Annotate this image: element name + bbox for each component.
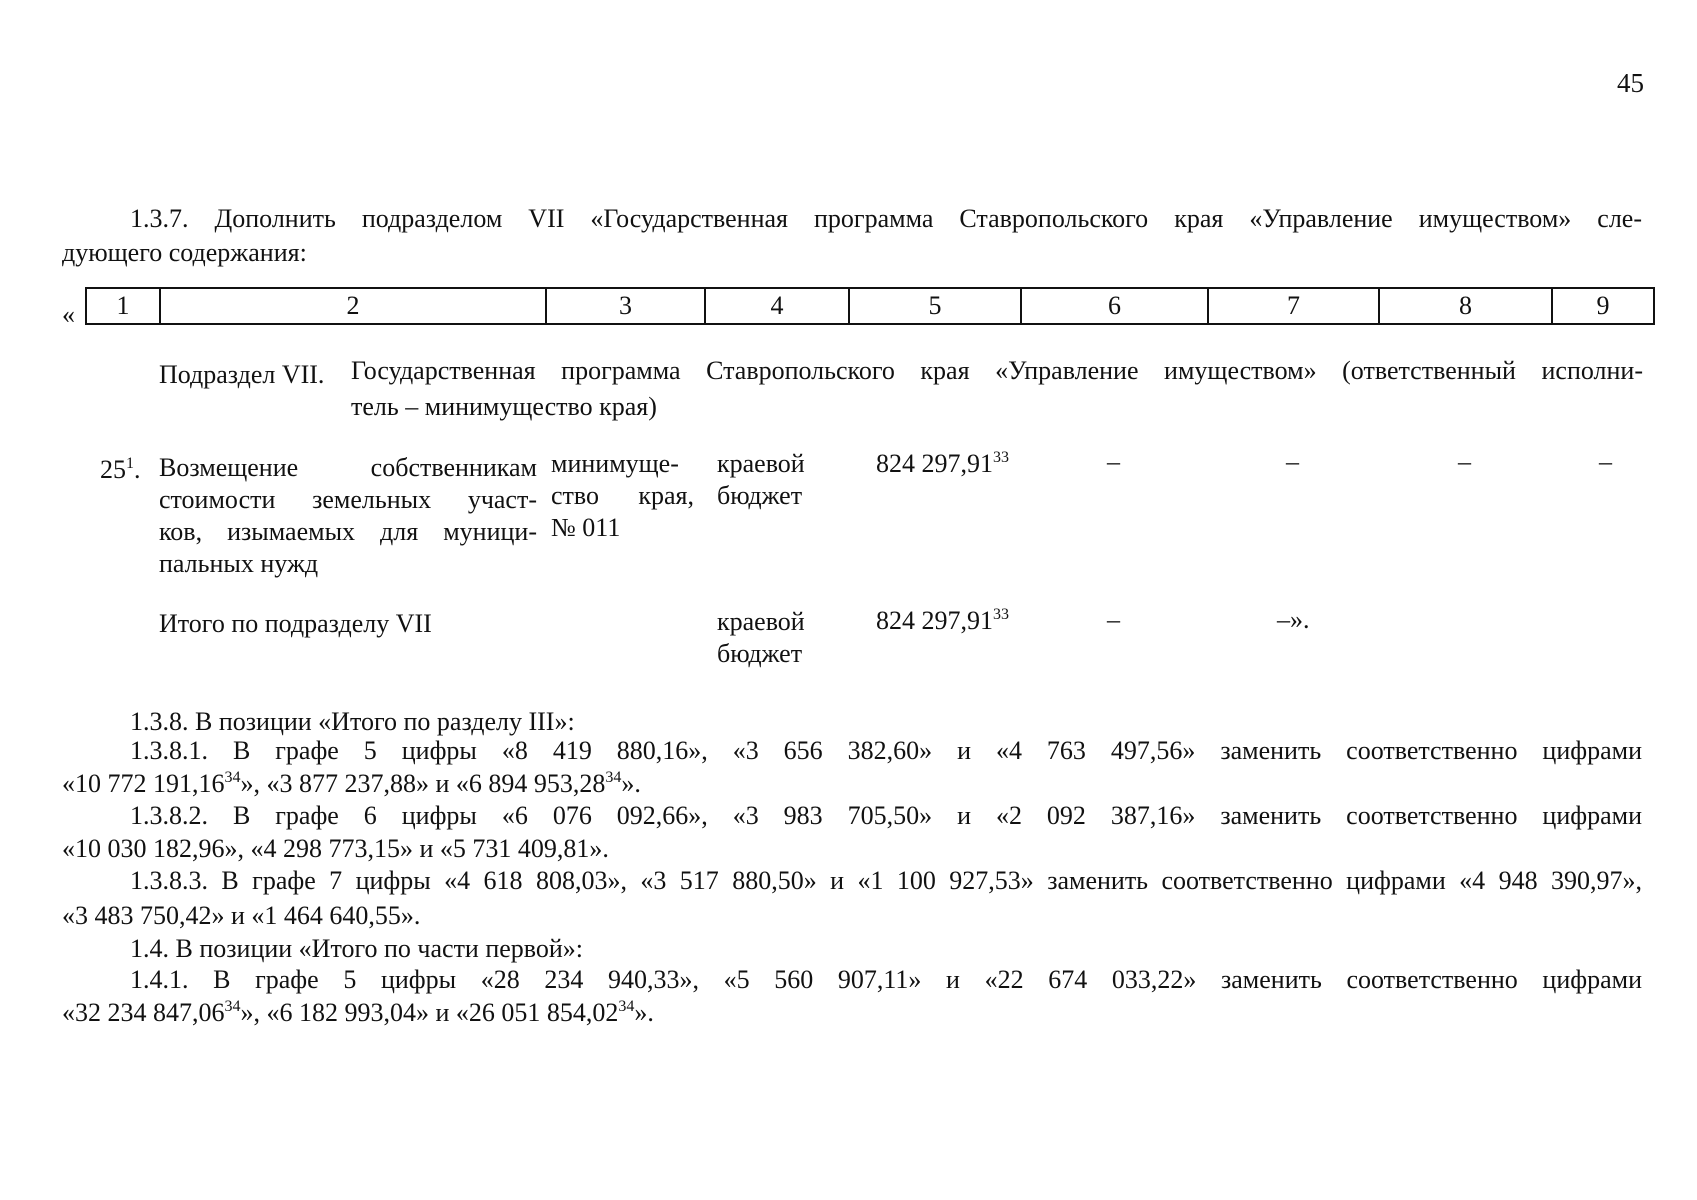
row-number-sup: 1 bbox=[126, 455, 134, 472]
total-col7-dash: –». bbox=[1277, 605, 1310, 634]
column-header-4: 4 bbox=[705, 288, 849, 324]
table-open-quote: « bbox=[62, 300, 75, 329]
row-source-line-2: бюджет bbox=[717, 481, 803, 510]
total-label: Итого по подразделу VII bbox=[159, 609, 432, 638]
amendment-1-3-8-1-value-c: ». bbox=[621, 769, 641, 798]
intro-line-1: 1.3.7. Дополнить подразделом VII «Государственная программа Ставропольского края «Управление имуществом» сле- bbox=[130, 204, 1642, 233]
amendment-1-3-8-2-line-1: 1.3.8.2. В графе 6 цифры «6 076 092,66», «3 983 705,50» и «2 092 387,16» заменить соответственно цифрами bbox=[130, 801, 1642, 830]
row-col9-dash: – bbox=[1599, 447, 1612, 476]
row-number-suffix: . bbox=[134, 455, 141, 484]
row-source-line-1: краевой bbox=[717, 449, 805, 478]
total-source-line-2: бюджет bbox=[717, 639, 803, 668]
row-name bbox=[159, 452, 537, 580]
subsection-prefix: Подраздел VII. bbox=[159, 360, 325, 389]
row-col5-value bbox=[876, 449, 1009, 479]
row-executor-line-3: № 011 bbox=[551, 513, 621, 542]
column-header-8: 8 bbox=[1379, 288, 1552, 324]
row-executor bbox=[551, 448, 694, 544]
amendment-1-3-8-1-footnote-2: 34 bbox=[605, 769, 622, 786]
row-executor-line-2: ство края, bbox=[551, 481, 694, 510]
row-name-line-4: пальных нужд bbox=[159, 549, 319, 578]
amendment-1-3-8-2-line-2: «10 030 182,96», «4 298 773,15» и «5 731 409,81». bbox=[62, 834, 609, 863]
row-name-line-2: стоимости земельных участ- bbox=[159, 485, 537, 514]
row-col8-dash: – bbox=[1458, 447, 1471, 476]
row-name-line-3: ков, изымаемых для муници- bbox=[159, 517, 537, 546]
column-header-9: 9 bbox=[1552, 288, 1654, 324]
column-header-6: 6 bbox=[1021, 288, 1208, 324]
row-name-line-1: Возмещение собственникам bbox=[159, 453, 537, 482]
row-col5-amount: 824 297,91 bbox=[876, 449, 993, 478]
row-executor-line-1: минимуще- bbox=[551, 449, 679, 478]
amendment-1-3-8: 1.3.8. В позиции «Итого по разделу III»: bbox=[130, 707, 575, 736]
row-col7-dash: – bbox=[1286, 447, 1299, 476]
row-number-main: 25 bbox=[100, 455, 126, 484]
amendment-1-3-8-1-line-2 bbox=[62, 767, 641, 800]
amendment-1-4: 1.4. В позиции «Итого по части первой»: bbox=[130, 934, 584, 963]
subsection-title-line-2: тель – минимущество края) bbox=[351, 392, 657, 421]
column-number-header bbox=[85, 287, 1655, 325]
amendment-1-3-8-1-value-b: », «3 877 237,88» и «6 894 953,28 bbox=[240, 769, 606, 798]
amendment-1-3-8-3-line-1: 1.3.8.3. В графе 7 цифры «4 618 808,03», «3 517 880,50» и «1 100 927,53» заменить соответственно цифрами «4 948 390,97», bbox=[130, 866, 1642, 895]
subsection-title-line-1: Государственная программа Ставропольского края «Управление имуществом» (ответственный исполни- bbox=[351, 356, 1643, 385]
row-col5-footnote: 33 bbox=[993, 449, 1009, 466]
intro-line-2: дующего содержания: bbox=[62, 238, 307, 267]
amendment-1-4-1-value-b: », «6 182 993,04» и «26 051 854,02 bbox=[240, 998, 619, 1027]
amendment-1-3-8-1-value-a: «10 772 191,16 bbox=[62, 769, 225, 798]
amendment-1-3-8-3-line-2: «3 483 750,42» и «1 464 640,55». bbox=[62, 901, 421, 930]
total-col5-footnote: 33 bbox=[993, 606, 1009, 623]
total-source-line-1: краевой bbox=[717, 607, 805, 636]
amendment-1-4-1-value-a: «32 234 847,06 bbox=[62, 998, 225, 1027]
total-source bbox=[717, 606, 837, 670]
row-number bbox=[100, 455, 141, 485]
column-header-2: 2 bbox=[160, 288, 546, 324]
amendment-1-4-1-footnote-1: 34 bbox=[224, 998, 241, 1015]
page-number: 45 bbox=[1617, 68, 1644, 98]
row-source bbox=[717, 448, 837, 512]
amendment-1-3-8-1-line-1: 1.3.8.1. В графе 5 цифры «8 419 880,16», «3 656 382,60» и «4 763 497,56» заменить соответственно цифрами bbox=[130, 736, 1642, 765]
amendment-1-3-8-1-footnote-1: 34 bbox=[224, 769, 241, 786]
column-header-5: 5 bbox=[849, 288, 1021, 324]
column-header-3: 3 bbox=[546, 288, 705, 324]
amendment-1-4-1-line-2 bbox=[62, 996, 654, 1029]
amendment-1-4-1-line-1: 1.4.1. В графе 5 цифры «28 234 940,33», «5 560 907,11» и «22 674 033,22» заменить соответственно цифрами bbox=[130, 965, 1642, 994]
row-col6-dash: – bbox=[1107, 447, 1120, 476]
amendment-1-4-1-value-c: ». bbox=[634, 998, 654, 1027]
total-col6-dash: – bbox=[1107, 605, 1120, 634]
total-col5-amount: 824 297,91 bbox=[876, 606, 993, 635]
column-header-7: 7 bbox=[1208, 288, 1379, 324]
total-col5-value bbox=[876, 606, 1009, 636]
column-header-1: 1 bbox=[86, 288, 160, 324]
amendment-1-4-1-footnote-2: 34 bbox=[618, 998, 635, 1015]
